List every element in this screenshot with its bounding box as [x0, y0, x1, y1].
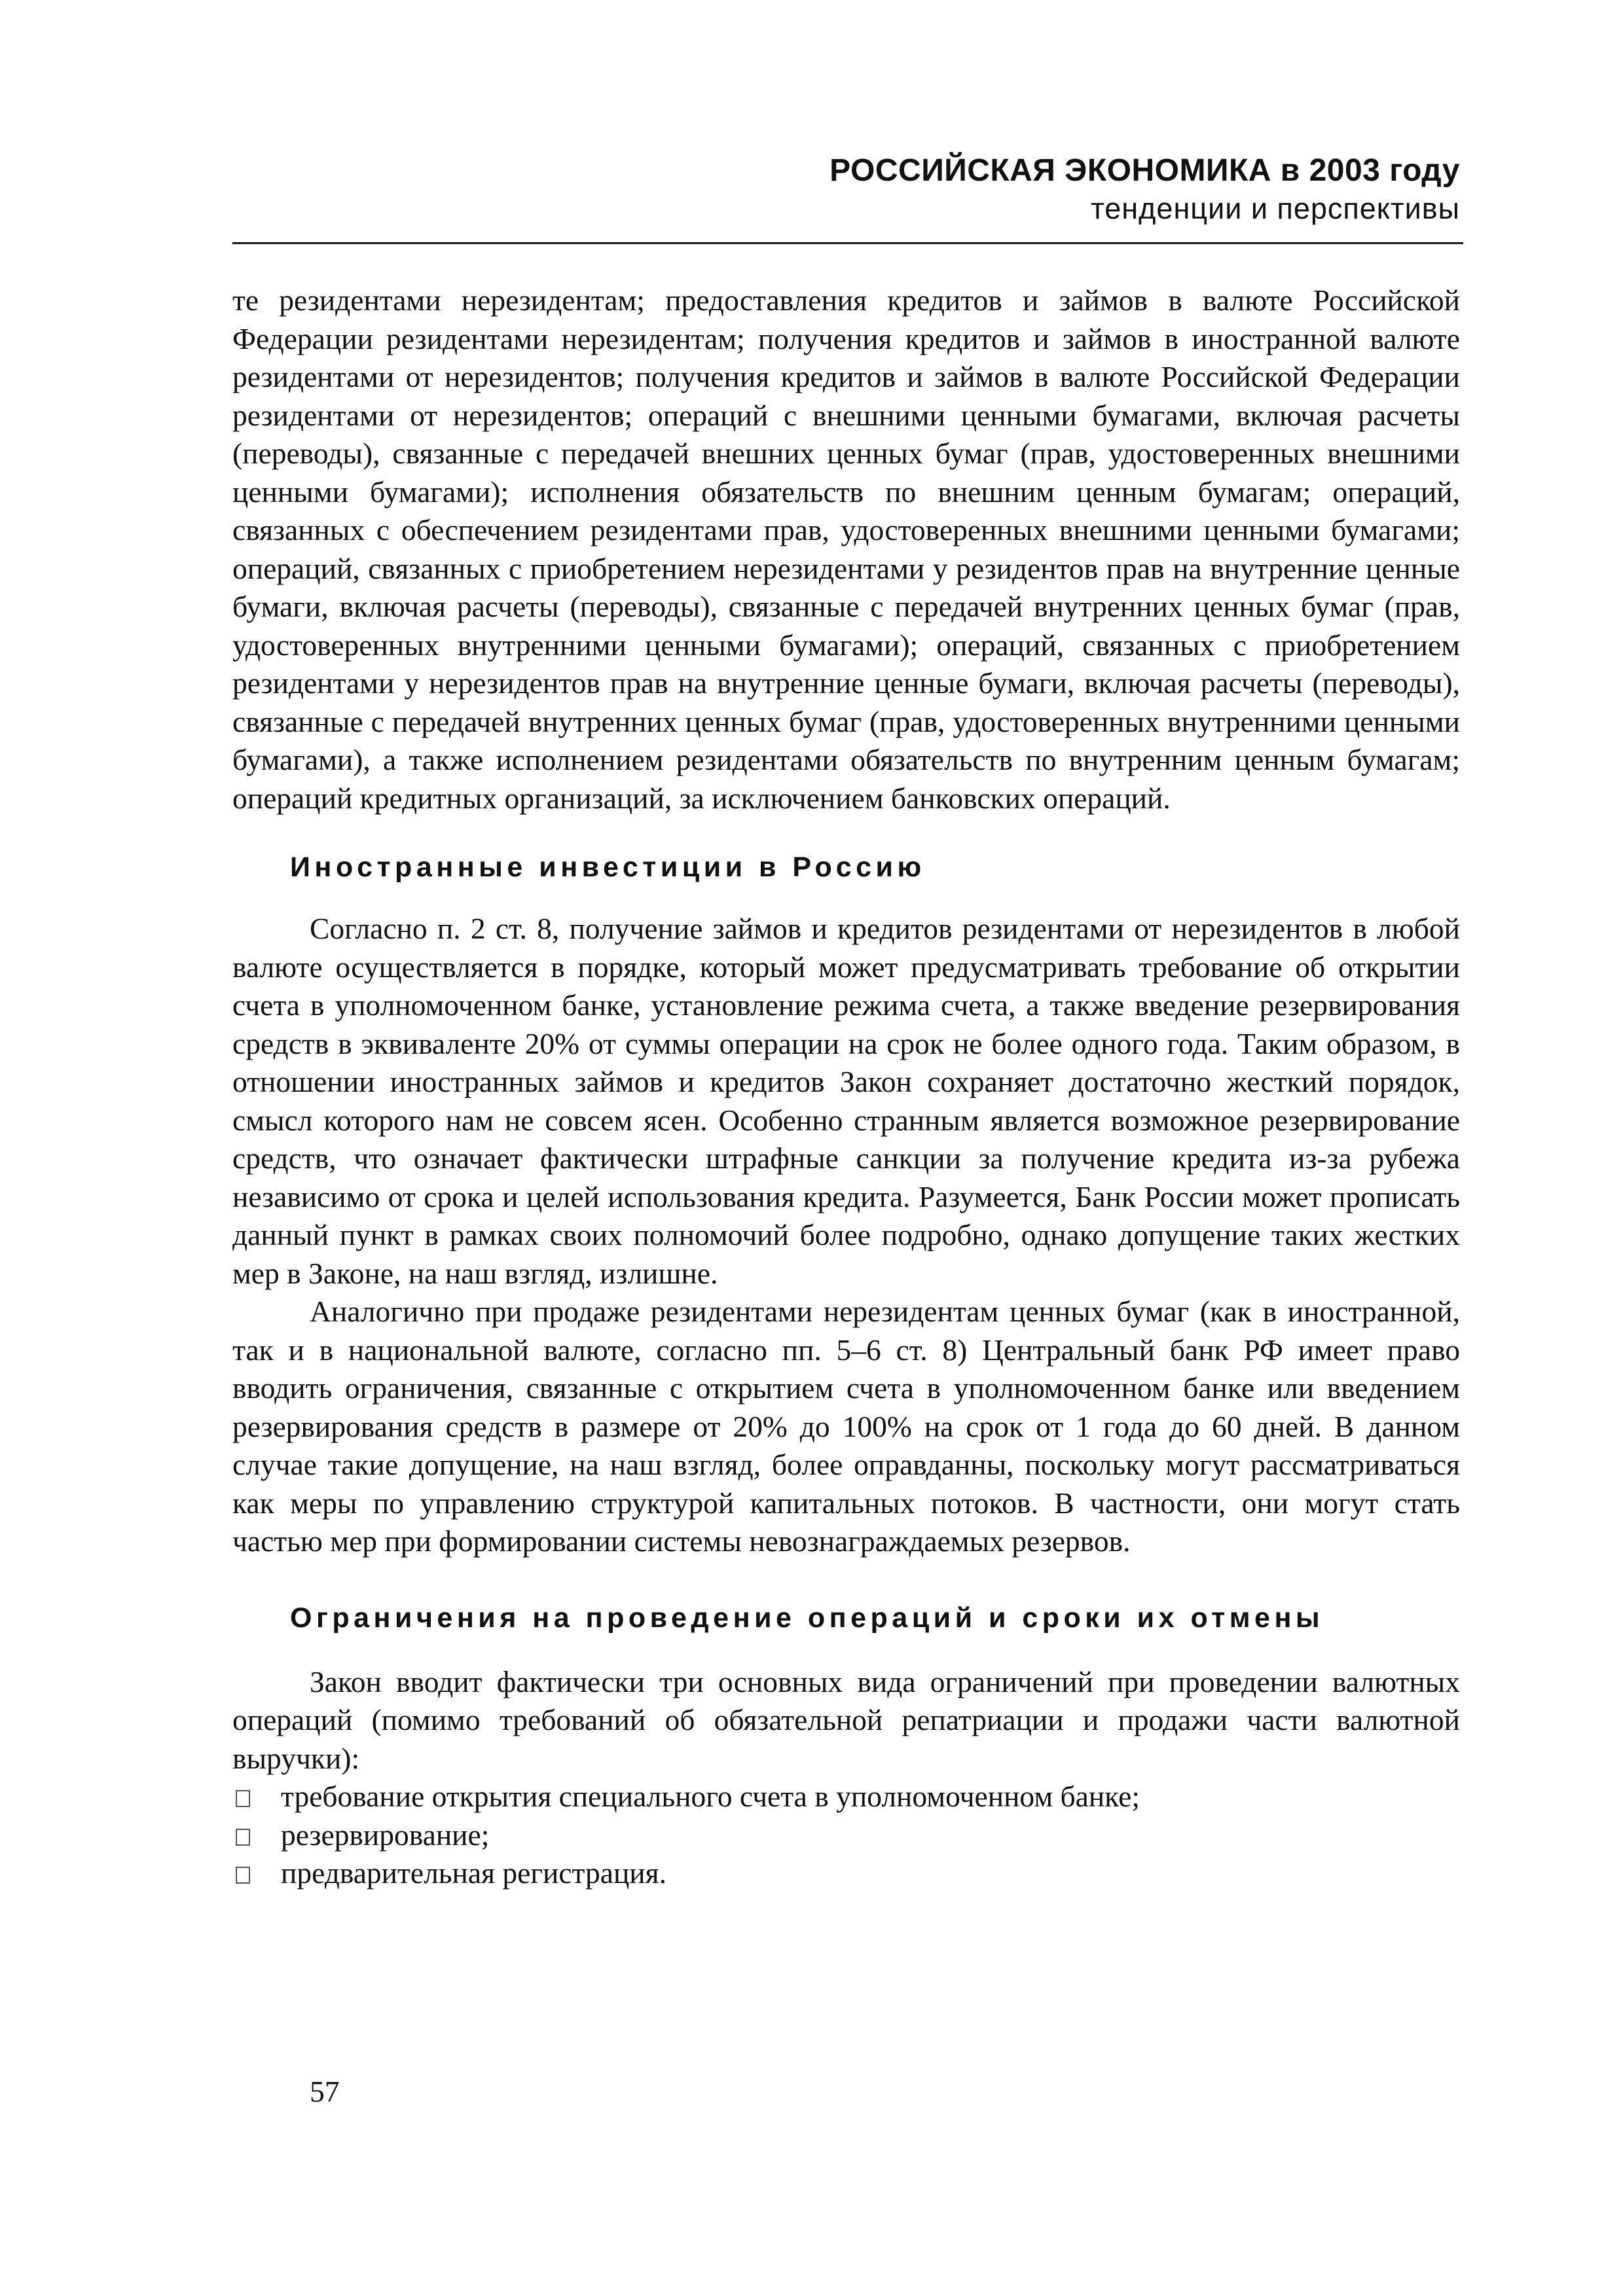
list-item	[232, 1778, 1460, 1816]
restrictions-list	[232, 1778, 1460, 1893]
section-heading-restrictions: Ограничения на проведение операций и сроки их отмены	[290, 1602, 1324, 1634]
header-divider	[232, 242, 1463, 244]
running-header	[232, 152, 1460, 228]
page-number: 57	[310, 2075, 340, 2108]
intro-paragraph: те резидентами нерезидентам; предоставления кредитов и займов в валюте Российской Федерации резидентами нерезидентам; получения кредитов и займов в иностранной валюте резидентами от нерезидентов; получения кредитов и займов в валюте Российской Федерации резидентами от нерезидентов; операций с внешними ценными бумагами, включая расчеты (переводы), связанные с передачей внешних ценных бумаг (прав, удостоверенных внешними ценными бумагами); исполнения обязательств по внешним ценным бумагам; операций, связанных с обеспечением резидентами прав, удостоверенных внешними ценными бумагами; операций, связанных с приобретением нерезидентами у резидентов прав на внутренние ценные бумаги, включая расчеты (переводы), связанные с передачей внутренних ценных бумаг (прав, удостоверенных внутренними ценными бумагами); операций, связанных с приобретением резидентами у нерезидентов прав на внутренние ценные бумаги, включая расчеты (переводы), связанные с передачей внутренних ценных бумаг (прав, удостоверенных внутренними ценными бумагами), а также исполнением резидентами обязательств по внутренним ценным бумагам; операций кредитных организаций, за исключением банковских операций.	[232, 283, 1460, 815]
list-item	[232, 1816, 1460, 1855]
list-item	[232, 1854, 1460, 1893]
section-heading-foreign-investment: Иностранные инвестиции в Россию	[290, 852, 926, 883]
header-subtitle: тенденции и перспективы	[1091, 192, 1460, 225]
square-bullet-icon	[236, 1829, 250, 1846]
list-item-text: предварительная регистрация.	[281, 1856, 666, 1890]
section2-paragraph: Закон вводит фактически три основных вида ограничений при проведении валютных операций (помимо требований об обязательной репатриации и продажи части валютной выручки):	[232, 1664, 1460, 1775]
list-item-text: требование открытия специального счета в уполномоченном банке;	[281, 1780, 1140, 1813]
body-text	[232, 281, 1460, 1893]
section1-paragraph-1: Согласно п. 2 ст. 8, получение займов и кредитов резидентами от нерезидентов в любой валюте осуществляется в порядке, который может предусматривать требование об открытии счета в уполномоченном банке, установление режима счета, а также введение резервирования средств в эквиваленте 20% от суммы операции на срок не более одного года. Таким образом, в отношении иностранных займов и кредитов Закон сохраняет достаточно жесткий порядок, смысл которого нам не совсем ясен. Особенно странным является возможное резервирование средств, что означает фактически штрафные санкции за получение кредита из-за рубежа независимо от срока и целей использования кредита. Разумеется, Банк России может прописать данный пункт в рамках своих полномочий более подробно, однако допущение таких жестких мер в Законе, на наш взгляд, излишне.	[232, 912, 1460, 1290]
list-item-text: резервирование;	[281, 1818, 490, 1852]
header-title: РОССИЙСКАЯ ЭКОНОМИКА в 2003 году	[830, 153, 1460, 188]
section1-paragraph-2: Аналогично при продаже резидентами нерезидентам ценных бумаг (как в иностранной, так и в национальной валюте, согласно пп. 5–6 ст. 8) Центральный банк РФ имеет право вводить ограничения, связанные с открытием счета в уполномоченном банке или введением резервирования средств в размере от 20% до 100% на срок от 1 года до 60 дней. В данном случае такие допущение, на наш взгляд, более оправданны, поскольку могут рассматриваться как меры по управлению структурой капитальных потоков. В частности, они могут стать частью мер при формировании системы невознаграждаемых резервов.	[232, 1295, 1460, 1558]
square-bullet-icon	[236, 1867, 250, 1884]
square-bullet-icon	[236, 1790, 250, 1807]
